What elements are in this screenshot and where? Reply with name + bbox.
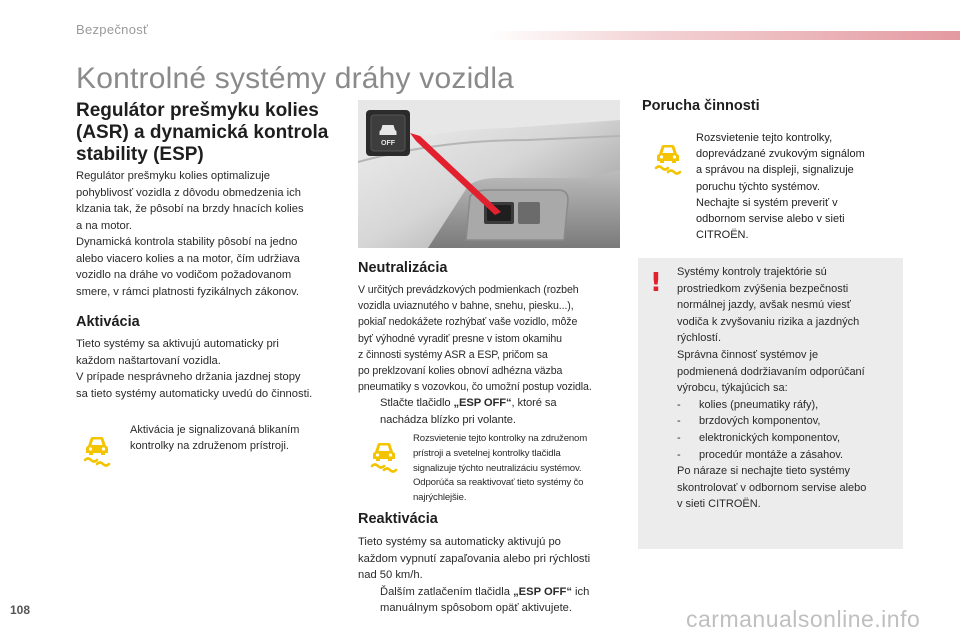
text-line: signalizuje týchto neutralizáciu systémov. <box>413 462 582 474</box>
text-line: vozidlo na dráhe vo vodičom požadovanom <box>76 269 292 281</box>
text-line: podmienená dodržiavaním odporúčaní <box>677 365 865 378</box>
esp-off-button-label: „ESP OFF“ <box>513 585 572 598</box>
main-heading <box>76 100 346 166</box>
text-line: klzania tak, že pôsobí na brzdy hnacích kolies <box>76 203 304 215</box>
list-item <box>677 413 897 430</box>
bullet-text-post: ich <box>571 585 590 598</box>
text-line: Tieto systémy sa aktivujú automaticky pri <box>76 338 279 350</box>
list-item <box>677 397 897 414</box>
exclamation-icon: ! <box>650 268 662 298</box>
list-item-text: elektronických komponentov, <box>699 431 841 444</box>
reactivation-bullet <box>358 584 620 617</box>
text-line: Rozsvietenie tejto kontrolky na združenom <box>413 433 588 444</box>
list-item-text: procedúr montáže a zásahov. <box>699 448 844 461</box>
activation-heading: Aktivácia <box>76 314 140 330</box>
text-line: doprevádzané zvukovým signálom <box>696 148 865 161</box>
text-line: a na motor. <box>76 219 132 232</box>
text-line: pokiaľ nedokážete rozhýbať vaše vozidlo, môže <box>358 316 578 329</box>
text-line: Aktivácia je signalizovaná blikaním <box>130 424 300 436</box>
activation-paragraph <box>76 336 354 402</box>
text-line: poruchu týchto systémov. <box>696 180 820 193</box>
text-line: Po náraze si nechajte tieto systémy <box>677 465 851 478</box>
text-line: normálnej jazdy, avšak nesmú viesť <box>677 299 851 312</box>
text-line: pneumatiky s vozovkou, čo umožní postup vozidla. <box>358 381 592 394</box>
heading-line: Regulátor prešmyku kolies <box>76 100 319 121</box>
dashboard-photo <box>358 100 620 248</box>
bullet-text <box>380 584 589 617</box>
text-line: prostriedkom zvýšenia bezpečnosti <box>677 282 849 295</box>
list-item <box>677 430 897 447</box>
text-line: po preklzovaní kolies obnoví adhézna väzba <box>358 365 563 378</box>
fault-heading: Porucha činnosti <box>642 98 760 114</box>
text-line: Dynamická kontrola stability pôsobí na jedno <box>76 236 298 248</box>
text-line: vozidla uviaznutého v bahne, snehu, piesku...), <box>358 300 574 313</box>
reactivation-paragraph <box>358 534 620 617</box>
fault-paragraph <box>696 130 896 243</box>
neutralization-heading: Neutralizácia <box>358 260 448 276</box>
text-line: odbornom servise alebo v sieti <box>696 213 845 226</box>
text-line: Tieto systémy sa automaticky aktivujú po <box>358 536 561 548</box>
text-line: V určitých prevádzkových podmienkach (rozbeh <box>358 284 579 296</box>
text-line: vodiča k zvyšovaniu rizika a jazdných <box>677 315 860 328</box>
text-line: v sieti CITROËN. <box>677 498 761 511</box>
skidding-car-icon <box>366 438 402 474</box>
text-line: a správou na displeji, signalizuje <box>696 164 854 177</box>
skidding-car-icon <box>79 432 115 468</box>
text-line: nad 50 km/h. <box>358 569 423 581</box>
text-line: Regulátor prešmyku kolies optimalizuje <box>76 170 271 182</box>
neutralization-note <box>413 432 625 506</box>
text-line: smere, v rámci platnosti fyzikálnych zákonov. <box>76 285 300 298</box>
text-line: skontrolovať v odbornom servise alebo <box>677 481 867 494</box>
bullet-text-post: , ktoré sa <box>511 397 557 410</box>
intro-paragraph <box>76 168 354 300</box>
bullet-text <box>380 395 557 427</box>
watermark: carmanualsonline.info <box>686 606 921 632</box>
text-line: CITROËN. <box>696 229 749 242</box>
list-item-text: brzdových komponentov, <box>699 415 821 428</box>
text-line: Nechajte si systém preveriť v <box>696 196 838 209</box>
section-label: Bezpečnosť <box>76 22 149 37</box>
list-item <box>677 447 897 464</box>
text-line: byť výhodné vyradiť presne v istom okamihu <box>358 332 562 345</box>
text-line: výrobcu, týkajúcich sa: <box>677 382 788 395</box>
text-line: Odporúča sa reaktivovať tieto systémy čo <box>413 477 584 489</box>
photo-off-label: OFF <box>381 140 395 147</box>
activation-note <box>130 423 345 454</box>
bullet-text-pre: Stlačte tlačidlo <box>380 397 454 410</box>
page-title: Kontrolné systémy dráhy vozidla <box>76 62 515 95</box>
dash-mark: - <box>677 415 681 428</box>
header-bar <box>488 31 960 40</box>
dash-mark: - <box>677 431 681 444</box>
esp-off-button-label: „ESP OFF“ <box>453 397 512 410</box>
neutralization-bullet <box>358 395 620 427</box>
text-line: Správna činnosť systémov je <box>677 348 819 361</box>
text-line: Systémy kontroly trajektórie sú <box>677 266 827 278</box>
text-line: každom naštartovaní vozidla. <box>76 354 221 367</box>
heading-line: (ASR) a dynamická kontrola <box>76 122 329 143</box>
warning-text <box>677 264 897 513</box>
text-line: alebo viacero kolies a na motor, čím udržiava <box>76 252 300 265</box>
text-line: každom vypnutí zapaľovania alebo pri rýchlosti <box>358 552 591 565</box>
page-number: 108 <box>10 603 31 617</box>
text-line: prístroji a svetelnej kontrolky tlačidla <box>413 447 561 459</box>
text-line: pohyblivosť vozidla z dôvodu obmedzenia ich <box>76 186 301 199</box>
neutralization-paragraph <box>358 282 620 428</box>
text-line: z činnosti systémy ASR a ESP, pričom sa <box>358 348 548 361</box>
text-line: rýchlostí. <box>677 332 722 345</box>
heading-line: stability (ESP) <box>76 144 204 165</box>
bullet-text-line2: manuálnym spôsobom opäť aktivujete. <box>380 602 573 614</box>
text-line: Rozsvietenie tejto kontrolky, <box>696 132 833 144</box>
skidding-car-icon <box>650 140 686 176</box>
reactivation-heading: Reaktivácia <box>358 511 438 527</box>
bullet-text-line2: nachádza blízko pri volante. <box>380 413 516 426</box>
text-line: sa tieto systémy automaticky uvedú do činnosti. <box>76 387 313 400</box>
dash-mark: - <box>677 448 681 461</box>
list-item-text: kolies (pneumatiky ráfy), <box>699 398 819 411</box>
dash-mark: - <box>677 398 681 411</box>
text-line: najrýchlejšie. <box>413 492 467 504</box>
bullet-text-pre: Ďalším zatlačením tlačidla <box>380 585 514 598</box>
esp-off-button-photo <box>358 100 620 248</box>
text-line: V prípade nesprávneho držania jazdnej stopy <box>76 371 301 383</box>
text-line: kontrolky na združenom prístroji. <box>130 439 289 452</box>
